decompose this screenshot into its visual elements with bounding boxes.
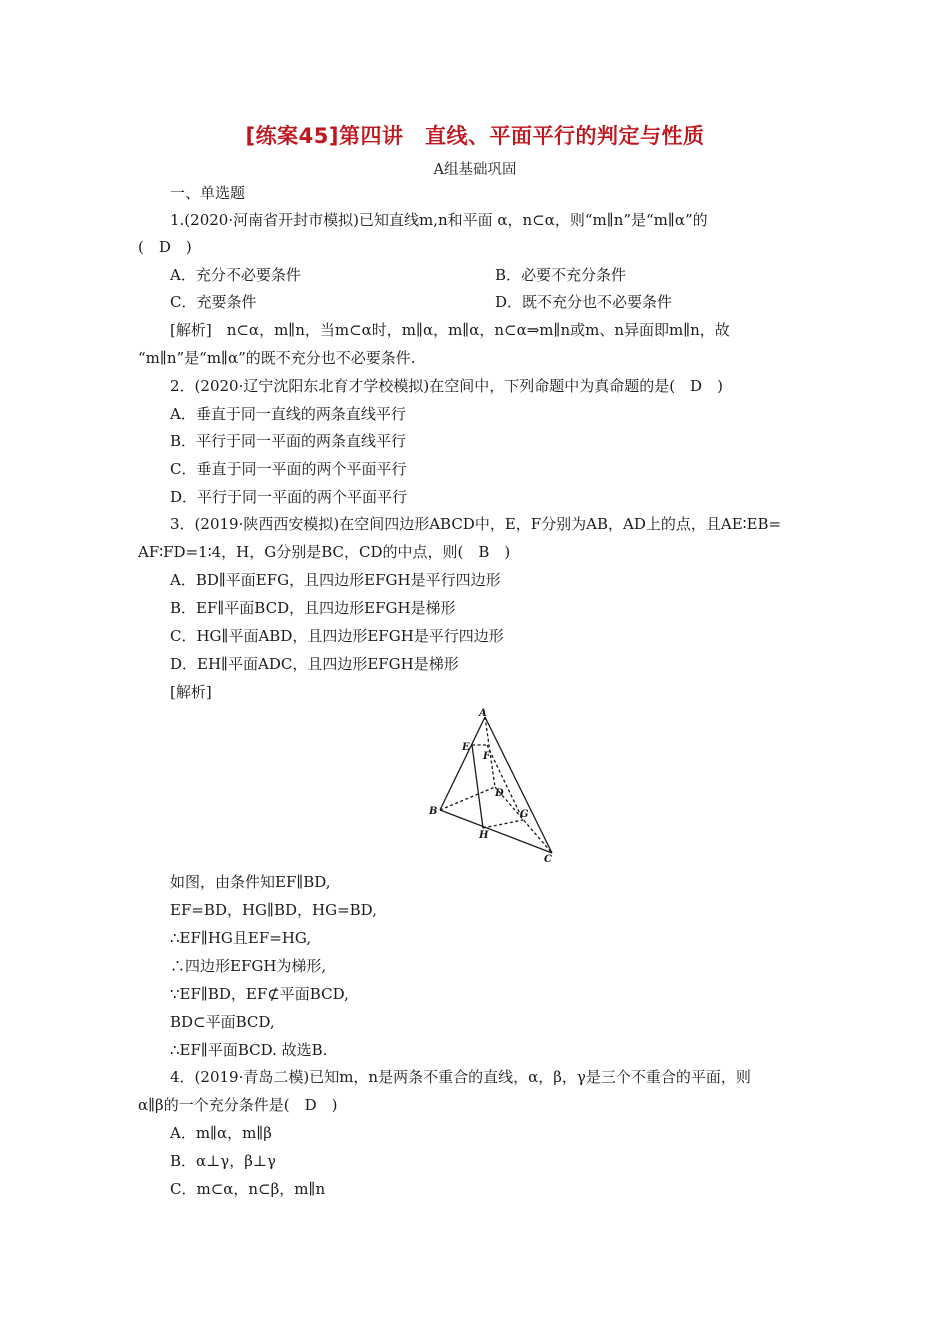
q4-stem-line2: α∥β的一个充分条件是( D ): [138, 1096, 338, 1114]
q3-solution-line5: ∵EF∥BD，EF⊄平面BCD,: [170, 985, 349, 1003]
q1-option-a: A．充分不必要条件: [170, 266, 301, 284]
q3-option-c: C．HG∥平面ABD，且四边形EFGH是平行四边形: [170, 627, 504, 645]
q3-stem-line2: AF∶FD=1∶4，H，G分别是BC，CD的中点，则( B ): [138, 543, 511, 561]
q3-solution-line4: ∴四边形EFGH为梯形,: [170, 957, 327, 975]
q1-analysis-line1: [解析] n⊂α，m∥n，当m⊂α时，m∥α，m∥α，n⊂α⇒m∥n或m、n异面即m∥n，故: [170, 321, 730, 339]
tetrahedron-figure: [420, 705, 570, 865]
label-A: A: [479, 708, 487, 719]
q2-option-c: C．垂直于同一平面的两个平面平行: [170, 460, 407, 478]
label-G: G: [520, 809, 529, 820]
q2-option-d: D．平行于同一平面的两个平面平行: [170, 488, 408, 506]
segment-EH: [472, 745, 483, 828]
q3-option-b: B．EF∥平面BCD，且四边形EFGH是梯形: [170, 599, 456, 617]
q3-option-d: D．EH∥平面ADC，且四边形EFGH是梯形: [170, 655, 459, 673]
q3-solution-line6: BD⊂平面BCD,: [170, 1013, 275, 1031]
q3-stem-line1: 3．(2019·陕西西安模拟)在空间四边形ABCD中，E，F分别为AB，AD上的点，且AE∶EB=: [170, 515, 782, 533]
q3-solution-line3: ∴EF∥HG且EF=HG,: [170, 929, 312, 947]
q1-option-c: C．充要条件: [170, 293, 257, 311]
edge-BD: [440, 787, 495, 810]
q1-analysis-line2: “m∥n”是“m∥α”的既不充分也不必要条件.: [138, 349, 416, 367]
q4-option-b: B．α⊥γ，β⊥γ: [170, 1152, 276, 1170]
q3-analysis-label: [解析]: [170, 683, 212, 701]
q1-stem-line2: ( D ): [138, 238, 192, 256]
q3-solution-line7: ∴EF∥平面BCD. 故选B.: [170, 1041, 328, 1059]
q1-stem-line1: 1.(2020·河南省开封市模拟)已知直线m,n和平面 α，n⊂α，则“m∥n”是“m∥α”的: [170, 211, 708, 229]
q3-solution-line2: EF=BD，HG∥BD，HG=BD,: [170, 901, 377, 919]
document-subtitle: A组基础巩固: [433, 162, 517, 178]
label-B: B: [429, 806, 438, 817]
segment-HG: [483, 820, 523, 828]
q2-stem: 2．(2020·辽宁沈阳东北育才学校模拟)在空间中，下列命题中为真命题的是( D ): [170, 377, 723, 395]
q4-stem-line1: 4．(2019·青岛二模)已知m，n是两条不重合的直线，α，β，γ是三个不重合的平面，则: [170, 1068, 751, 1086]
label-C: C: [544, 854, 552, 865]
q2-option-b: B．平行于同一平面的两条直线平行: [170, 432, 407, 450]
q4-option-a: A．m∥α，m∥β: [170, 1124, 272, 1142]
q1-option-b: B．必要不充分条件: [495, 266, 627, 284]
edge-BC: [440, 810, 552, 853]
document-title: [练案45]第四讲 直线、平面平行的判定与性质: [245, 124, 705, 148]
q4-option-c: C．m⊂α，n⊂β，m∥n: [170, 1180, 326, 1198]
label-H: H: [479, 830, 489, 841]
q1-option-d: D．既不充分也不必要条件: [495, 293, 673, 311]
section-heading: 一、单选题: [170, 184, 246, 202]
q2-option-a: A．垂直于同一直线的两条直线平行: [170, 405, 406, 423]
q3-solution-line1: 如图，由条件知EF∥BD,: [170, 873, 331, 891]
q3-option-a: A．BD∥平面EFG，且四边形EFGH是平行四边形: [170, 571, 501, 589]
label-E: E: [462, 742, 470, 753]
label-F: F: [483, 751, 491, 762]
label-D: D: [495, 788, 504, 799]
